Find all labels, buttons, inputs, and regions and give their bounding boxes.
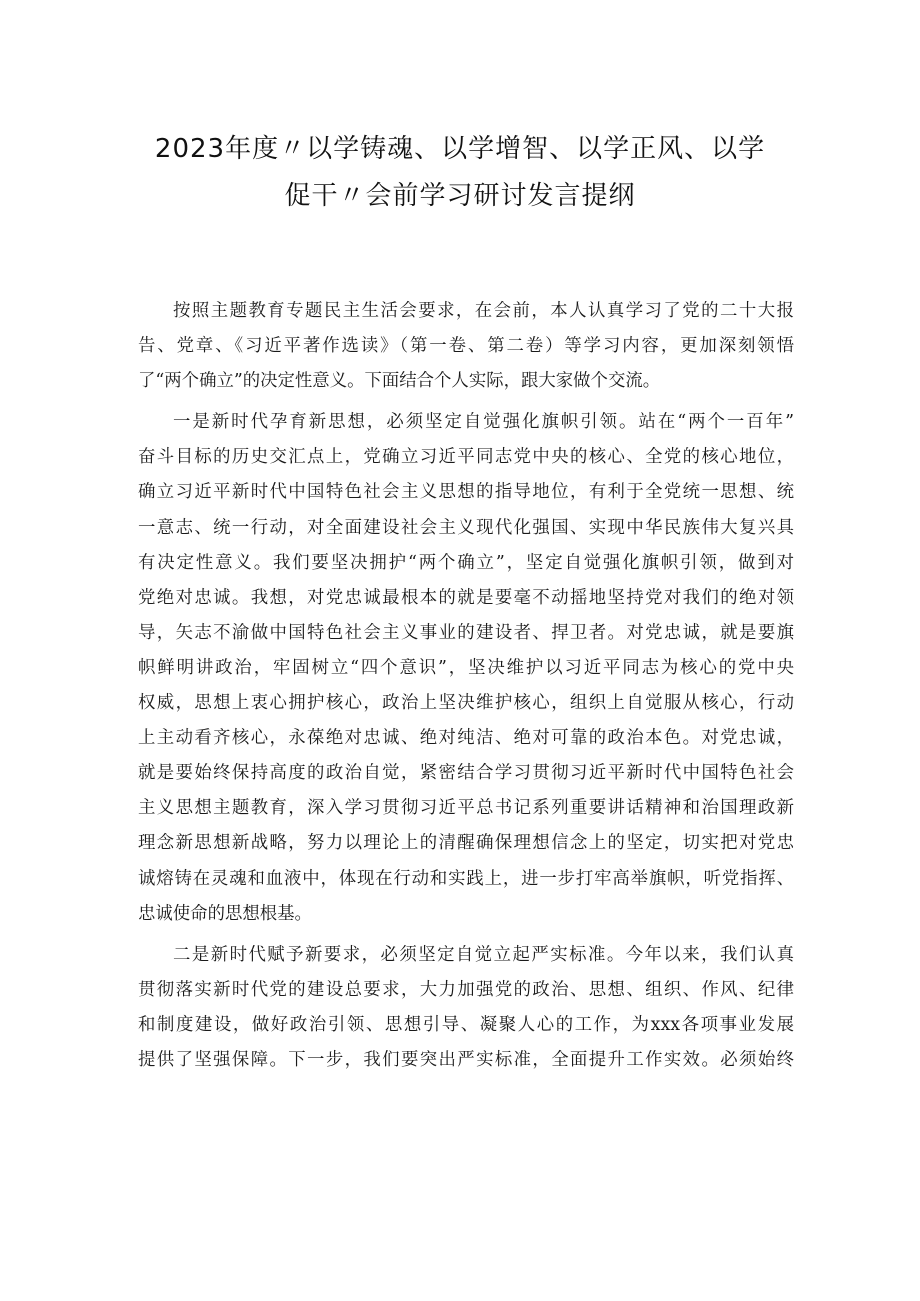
text-line: 提供了坚强保障。下一步，我们要突出严实标准，全面提升工作实效。必须始终	[138, 1049, 794, 1070]
paragraph-intro	[138, 294, 794, 399]
text-line: 一是新时代孕育新思想，必须坚定自觉强化旗帜引领。站在“两个一百年”	[173, 412, 794, 433]
text-line: 有决定性意义。我们要坚决拥护“两个确立”，坚定自觉强化旗帜引领，做到对	[138, 552, 794, 573]
text-line: 告、党章、《习近平著作选读》（第一卷、第二卷）等学习内容，更加深刻领悟	[138, 336, 794, 357]
text-line: 忠诚使命的思想根基。	[138, 903, 312, 924]
text-line: 上主动看齐核心，永葆绝对忠诚、绝对纯洁、绝对可靠的政治本色。对党忠诚，	[138, 728, 794, 749]
text-line: 按照主题教育专题民主生活会要求，在会前，本人认真学习了党的二十大报	[173, 301, 794, 321]
text-line: 权威，思想上衷心拥护核心，政治上坚决维护核心，组织上自觉服从核心，行动	[138, 693, 794, 714]
text-line: 一意志、统一行动，对全面建设社会主义现代化强国、实现中华民族伟大复兴具	[138, 517, 794, 538]
text-line: 了“两个确立”的决定性意义。下面结合个人实际，跟大家做个交流。	[138, 371, 661, 392]
paragraph-point-one	[138, 405, 794, 931]
text-line: 诚熔铸在灵魂和血液中，体现在行动和实践上，进一步打牢高举旗帜，听党指挥、	[138, 868, 794, 889]
text-line: 导，矢志不渝做中国特色社会主义事业的建设者、捍卫者。对党忠诚，就是要旗	[138, 622, 794, 643]
text-line: 党绝对忠诚。我想，对党忠诚最根本的就是要毫不动摇地坚持党对我们的绝对领	[138, 587, 794, 608]
text-line: 贯彻落实新时代党的建设总要求，大力加强党的政治、思想、组织、作风、纪律	[138, 979, 794, 1000]
document-body	[138, 294, 794, 1084]
text-line: 确立习近平新时代中国特色社会主义思想的指导地位，有利于全党统一思想、统	[138, 482, 794, 503]
text-line: 帜鲜明讲政治，牢固树立“四个意识”，坚决维护以习近平同志为核心的党中央	[138, 657, 794, 678]
text-line: 二是新时代赋予新要求，必须坚定自觉立起严实标准。今年以来，我们认真	[173, 944, 794, 965]
paragraph-point-two	[138, 938, 794, 1078]
title-line: 2023年度〃以学铸魂、以学增智、以学正风、以学	[154, 134, 766, 164]
text-line: 理念新思想新战略，努力以理论上的清醒确保理想信念上的坚定，切实把对党忠	[138, 833, 794, 854]
text-line: 就是要始终保持高度的政治自觉，紧密结合学习贯彻习近平新时代中国特色社会	[138, 763, 794, 784]
document-title	[120, 126, 800, 220]
title-line: 促干〃会前学习研讨发言提纲	[284, 181, 636, 211]
text-line: 奋斗目标的历史交汇点上，党确立习近平同志党中央的核心、全党的核心地位，	[138, 447, 794, 468]
text-line: 和制度建设，做好政治引领、思想引导、凝聚人心的工作，为xxx各项事业发展	[138, 1014, 794, 1035]
text-line: 主义思想主题教育，深入学习贯彻习近平总书记系列重要讲话精神和治国理政新	[138, 798, 794, 819]
